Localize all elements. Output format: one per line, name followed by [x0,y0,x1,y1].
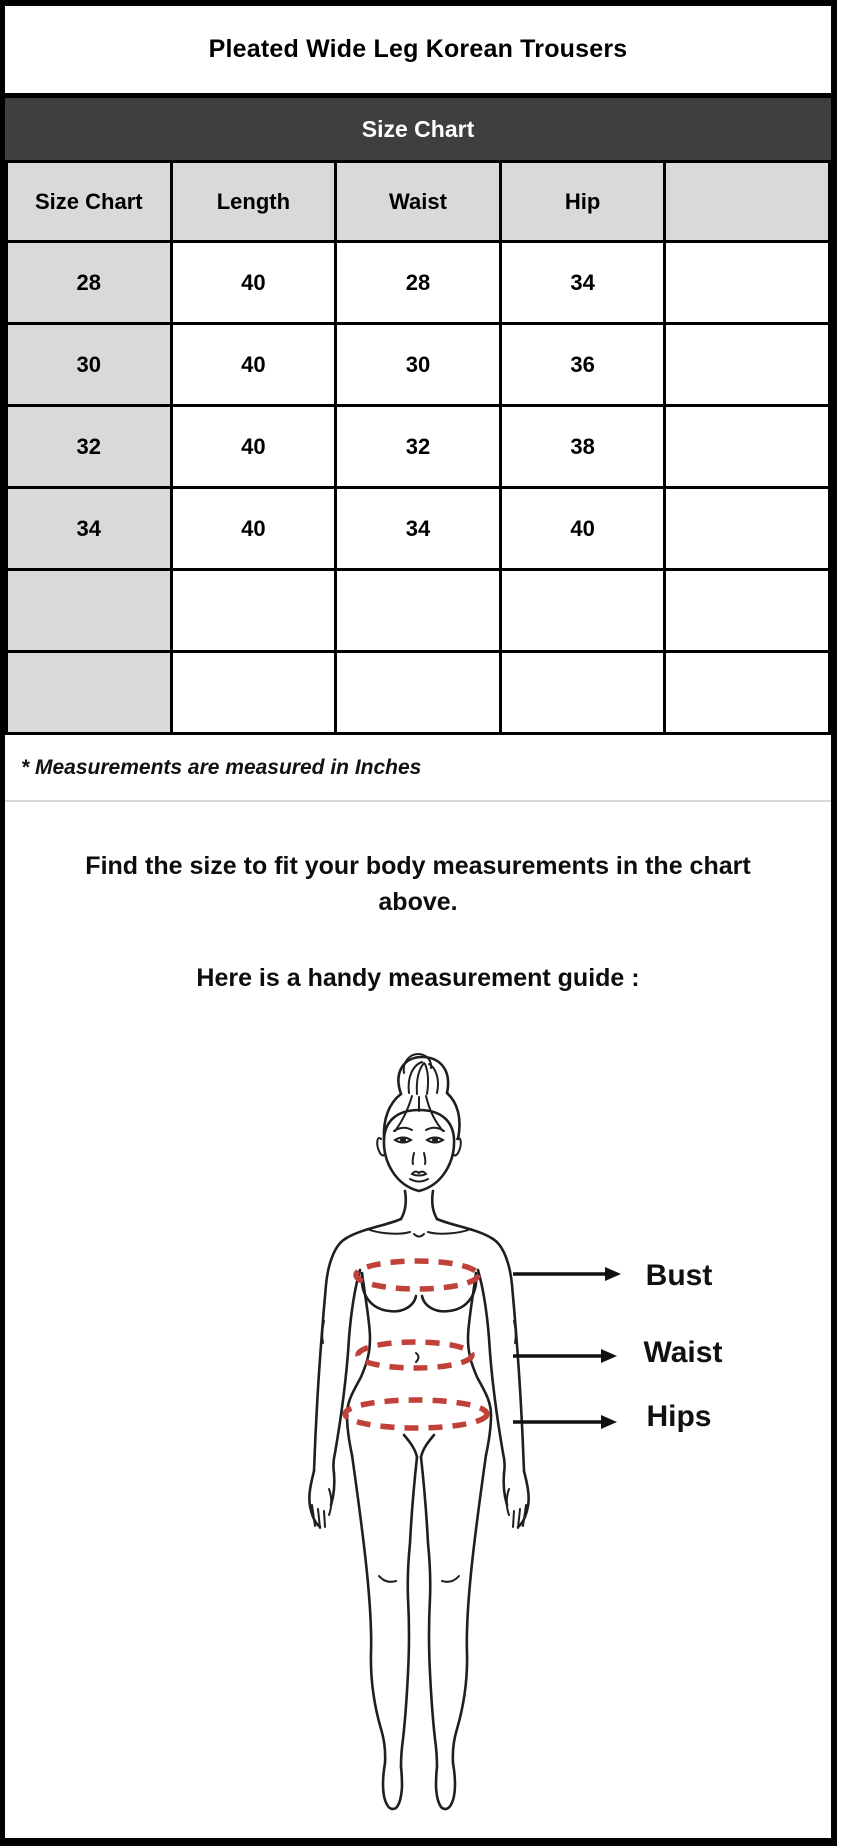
guide-instruction: Find the size to fit your body measurements in the chart above. [85,852,751,916]
measurement-cell [665,652,830,734]
measurement-cell: 28 [336,242,501,324]
column-header [665,162,830,242]
arms-drawing [309,1239,528,1528]
column-header: Hip [500,162,665,242]
measurement-cell [665,324,830,406]
column-header: Waist [336,162,501,242]
measurement-cell [171,570,336,652]
measurement-cell: 30 [336,324,501,406]
size-cell [7,652,172,734]
units-note: * Measurements are measured in Inches [21,755,422,779]
size-cell: 32 [7,406,172,488]
banner-label: Size Chart [361,115,475,142]
measurement-cell: 40 [171,406,336,488]
measurement-cell [336,652,501,734]
table-row [7,652,830,734]
size-cell [7,570,172,652]
title-bar [5,6,831,98]
measurement-guide-figure [5,1023,831,1823]
column-header: Size Chart [7,162,172,242]
waist-measure-ellipse [358,1342,472,1368]
table-row [7,324,830,406]
size-table-header-row [7,162,830,242]
face-drawing [377,1110,460,1191]
measurement-cell [665,406,830,488]
bust-label: Bust [645,1259,713,1292]
measurement-cell [500,652,665,734]
size-chart-banner [5,98,831,160]
measurement-cell: 40 [500,488,665,570]
column-header: Length [171,162,336,242]
neck-shoulders-drawing [345,1191,493,1239]
measurement-cell [665,488,830,570]
hips-arrow [513,1415,617,1429]
measurement-cell: 34 [500,242,665,324]
measurement-cell [336,570,501,652]
waist-arrow [513,1349,617,1363]
size-table-body [7,242,830,734]
legs-drawing [352,1435,486,1809]
measurement-cell [665,570,830,652]
measurement-cell [500,570,665,652]
measurement-cell: 36 [500,324,665,406]
table-row [7,570,830,652]
hips-label: Hips [646,1400,712,1433]
size-table [5,160,831,735]
measurement-cell: 34 [336,488,501,570]
hips-measure-ellipse [345,1400,487,1428]
page-title: Pleated Wide Leg Korean Trousers [208,35,628,63]
size-cell: 28 [7,242,172,324]
size-cell: 34 [7,488,172,570]
table-row [7,488,830,570]
guide-subheading: Here is a handy measurement guide : [196,964,640,992]
size-cell: 30 [7,324,172,406]
measurement-cell [171,652,336,734]
measurement-cell: 40 [171,242,336,324]
measurement-cell: 40 [171,488,336,570]
table-row [7,406,830,488]
table-row [7,242,830,324]
units-note-bar [5,735,831,802]
measurement-cell: 32 [336,406,501,488]
measurement-cell: 38 [500,406,665,488]
hair-bun-drawing [384,1054,460,1139]
waist-label: Waist [643,1336,723,1369]
bust-measure-ellipse [356,1261,478,1289]
bust-arrow [513,1267,621,1281]
measurement-cell [665,242,830,324]
measurement-cell: 40 [171,324,336,406]
body-measurement-illustration [5,1023,831,1823]
